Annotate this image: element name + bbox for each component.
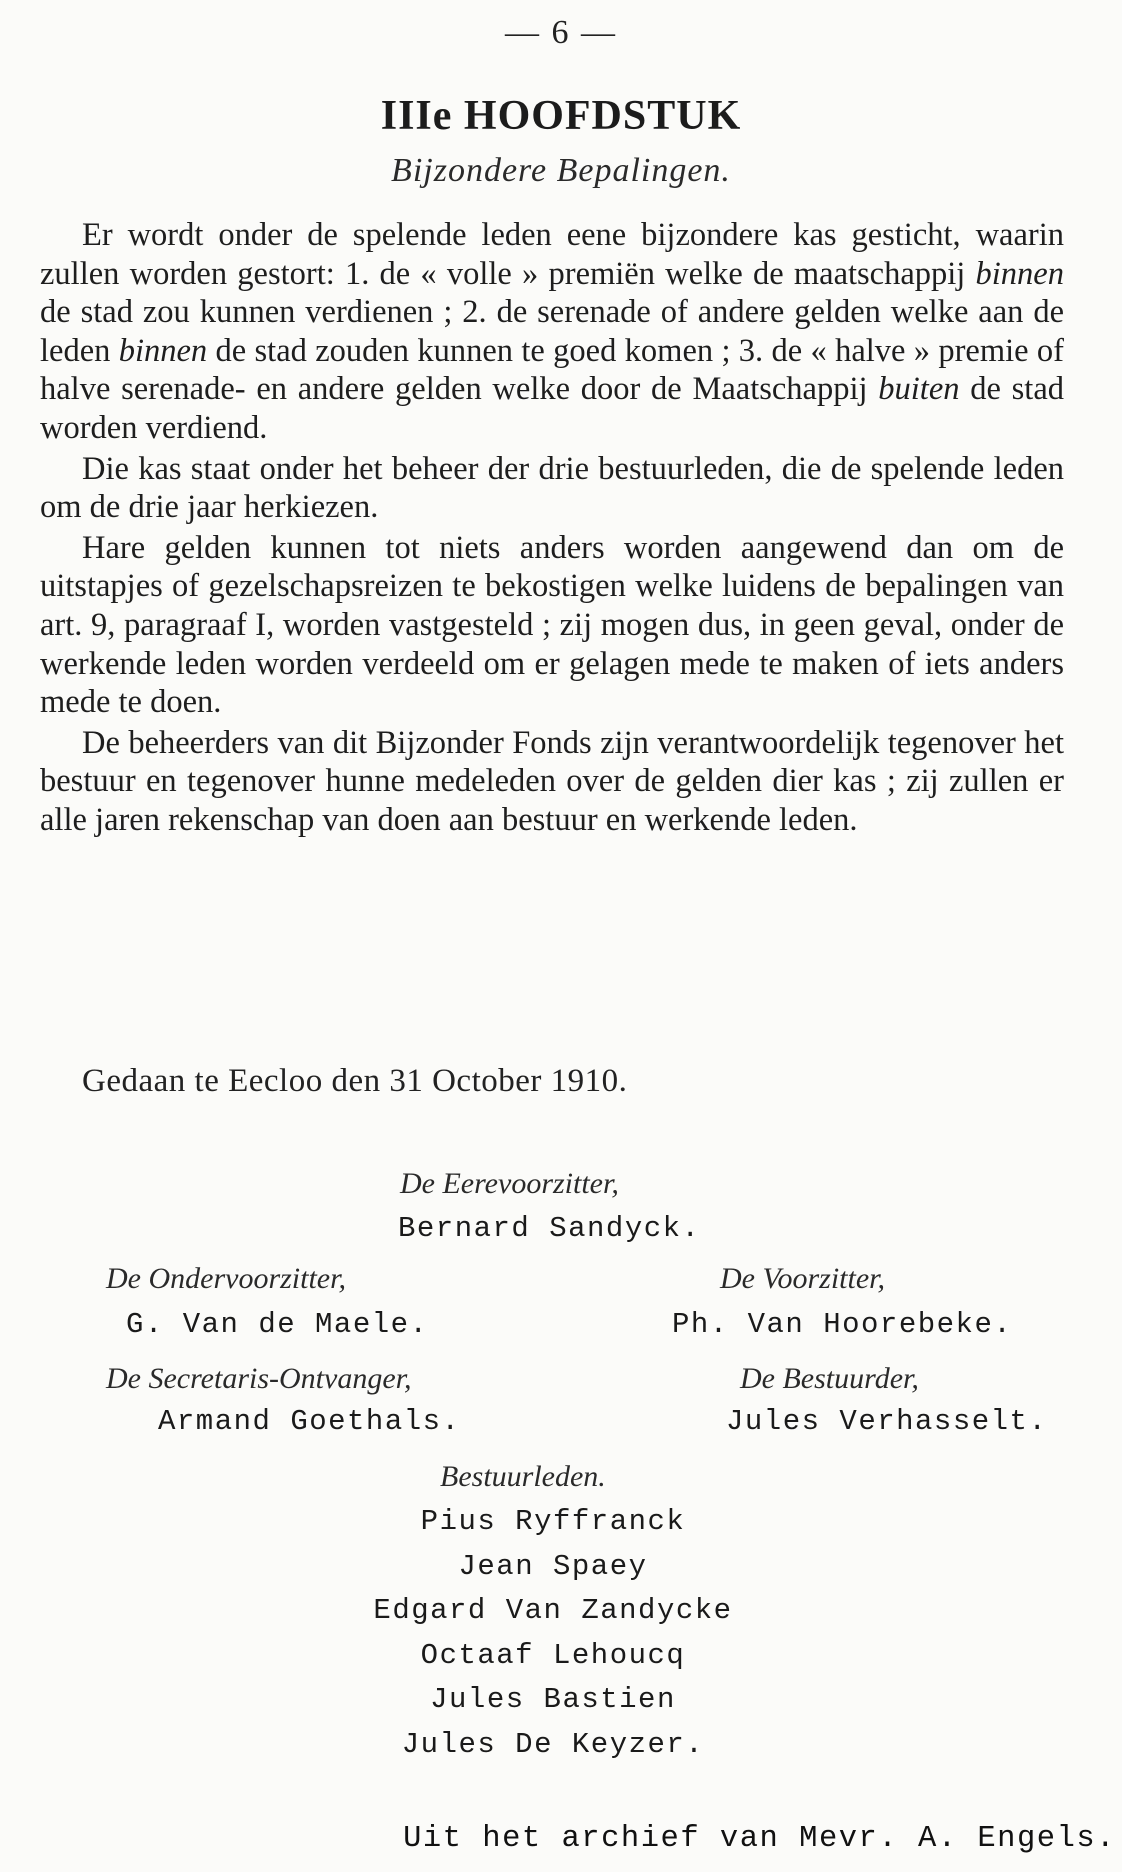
secretary-title: De Secretaris-Ontvanger, [106,1362,412,1395]
paragraph-3: Hare gelden kunnen tot niets anders worden aangewend dan om de uitstapjes of gezelschapsreizen te bekostigen welke luidens de bepalingen van art. 9, paragraaf I, worden vastgesteld ; zij mogen dus, in geen geval, onder de werkende leden worden verdeeld om er gelagen mede te maken of iets anders mede te doen. [40,529,1064,721]
paragraph-1-part-3: de stad zouden kunnen te goed komen ; 3. de « halve » premie of halve serenade- en andere gelden welke door de Maatschappij [40,332,1064,408]
honorary-chair-title: De Eerevoorzitter, [400,1167,619,1200]
body-text [40,216,1064,840]
honorary-chair-name: Bernard Sandyck. [398,1212,701,1245]
secretary-name: Armand Goethals. [158,1405,461,1438]
board-member: Pius Ryffranck [420,1505,686,1538]
chair-name: Ph. Van Hoorebeke. [672,1308,1013,1341]
board-member: Edgard Van Zandycke [373,1594,733,1627]
chapter-subtitle: Bijzondere Bepalingen. [391,152,731,189]
paragraph-1-part-2: de stad zou kunnen verdienen ; 2. de serenade of andere gelden welke aan de leden [40,294,1064,369]
director-title: De Bestuurder, [740,1362,919,1395]
vice-chair-name: G. Van de Maele. [126,1308,429,1341]
vice-chair-title: De Ondervoorzitter, [106,1262,346,1295]
board-member: Jules Bastien [430,1683,676,1716]
board-member: Jules De Keyzer. [401,1727,705,1761]
paragraph-4: De beheerders van dit Bijzonder Fonds zijn verantwoordelijk tegenover het bestuur en tegenover hunne medeleden over de gelden dier kas ; zij zullen er alle jaren rekenschap van doen aan bestuur en werkende leden. [40,724,1064,838]
board-member: Octaaf Lehoucq [420,1638,686,1672]
emphasis-buiten: buiten [878,371,960,408]
signed-date-line: Gedaan te Eecloo den 31 October 1910. [82,1063,628,1099]
paragraph-2: Die kas staat onder het beheer der drie bestuurleden, die de spelende leden om de drie jaar herkiezen. [40,450,1064,526]
chapter-title: IIIe HOOFDSTUK [380,93,742,139]
director-name: Jules Verhasselt. [726,1405,1048,1438]
paragraph-1 [40,216,1064,448]
emphasis-binnen-1: binnen [975,255,1064,292]
board-member-list [0,1500,1122,1767]
page-number: — 6 — [505,14,617,51]
paragraph-1-part-4: de stad worden verdiend. [40,371,1065,446]
archive-note: Uit het archief van Mevr. A. Engels. [403,1822,1116,1856]
board-member: Jean Spaey [458,1549,648,1583]
chair-title: De Voorzitter, [720,1262,885,1295]
board-title: Bestuurleden. [440,1460,606,1493]
emphasis-binnen-2: binnen [118,332,208,369]
paragraph-1-part-1: Er wordt onder de spelende leden eene bijzondere kas gesticht, waarin zullen worden gestort: 1. de « volle » premiën welke de maatschappij [40,217,1064,292]
